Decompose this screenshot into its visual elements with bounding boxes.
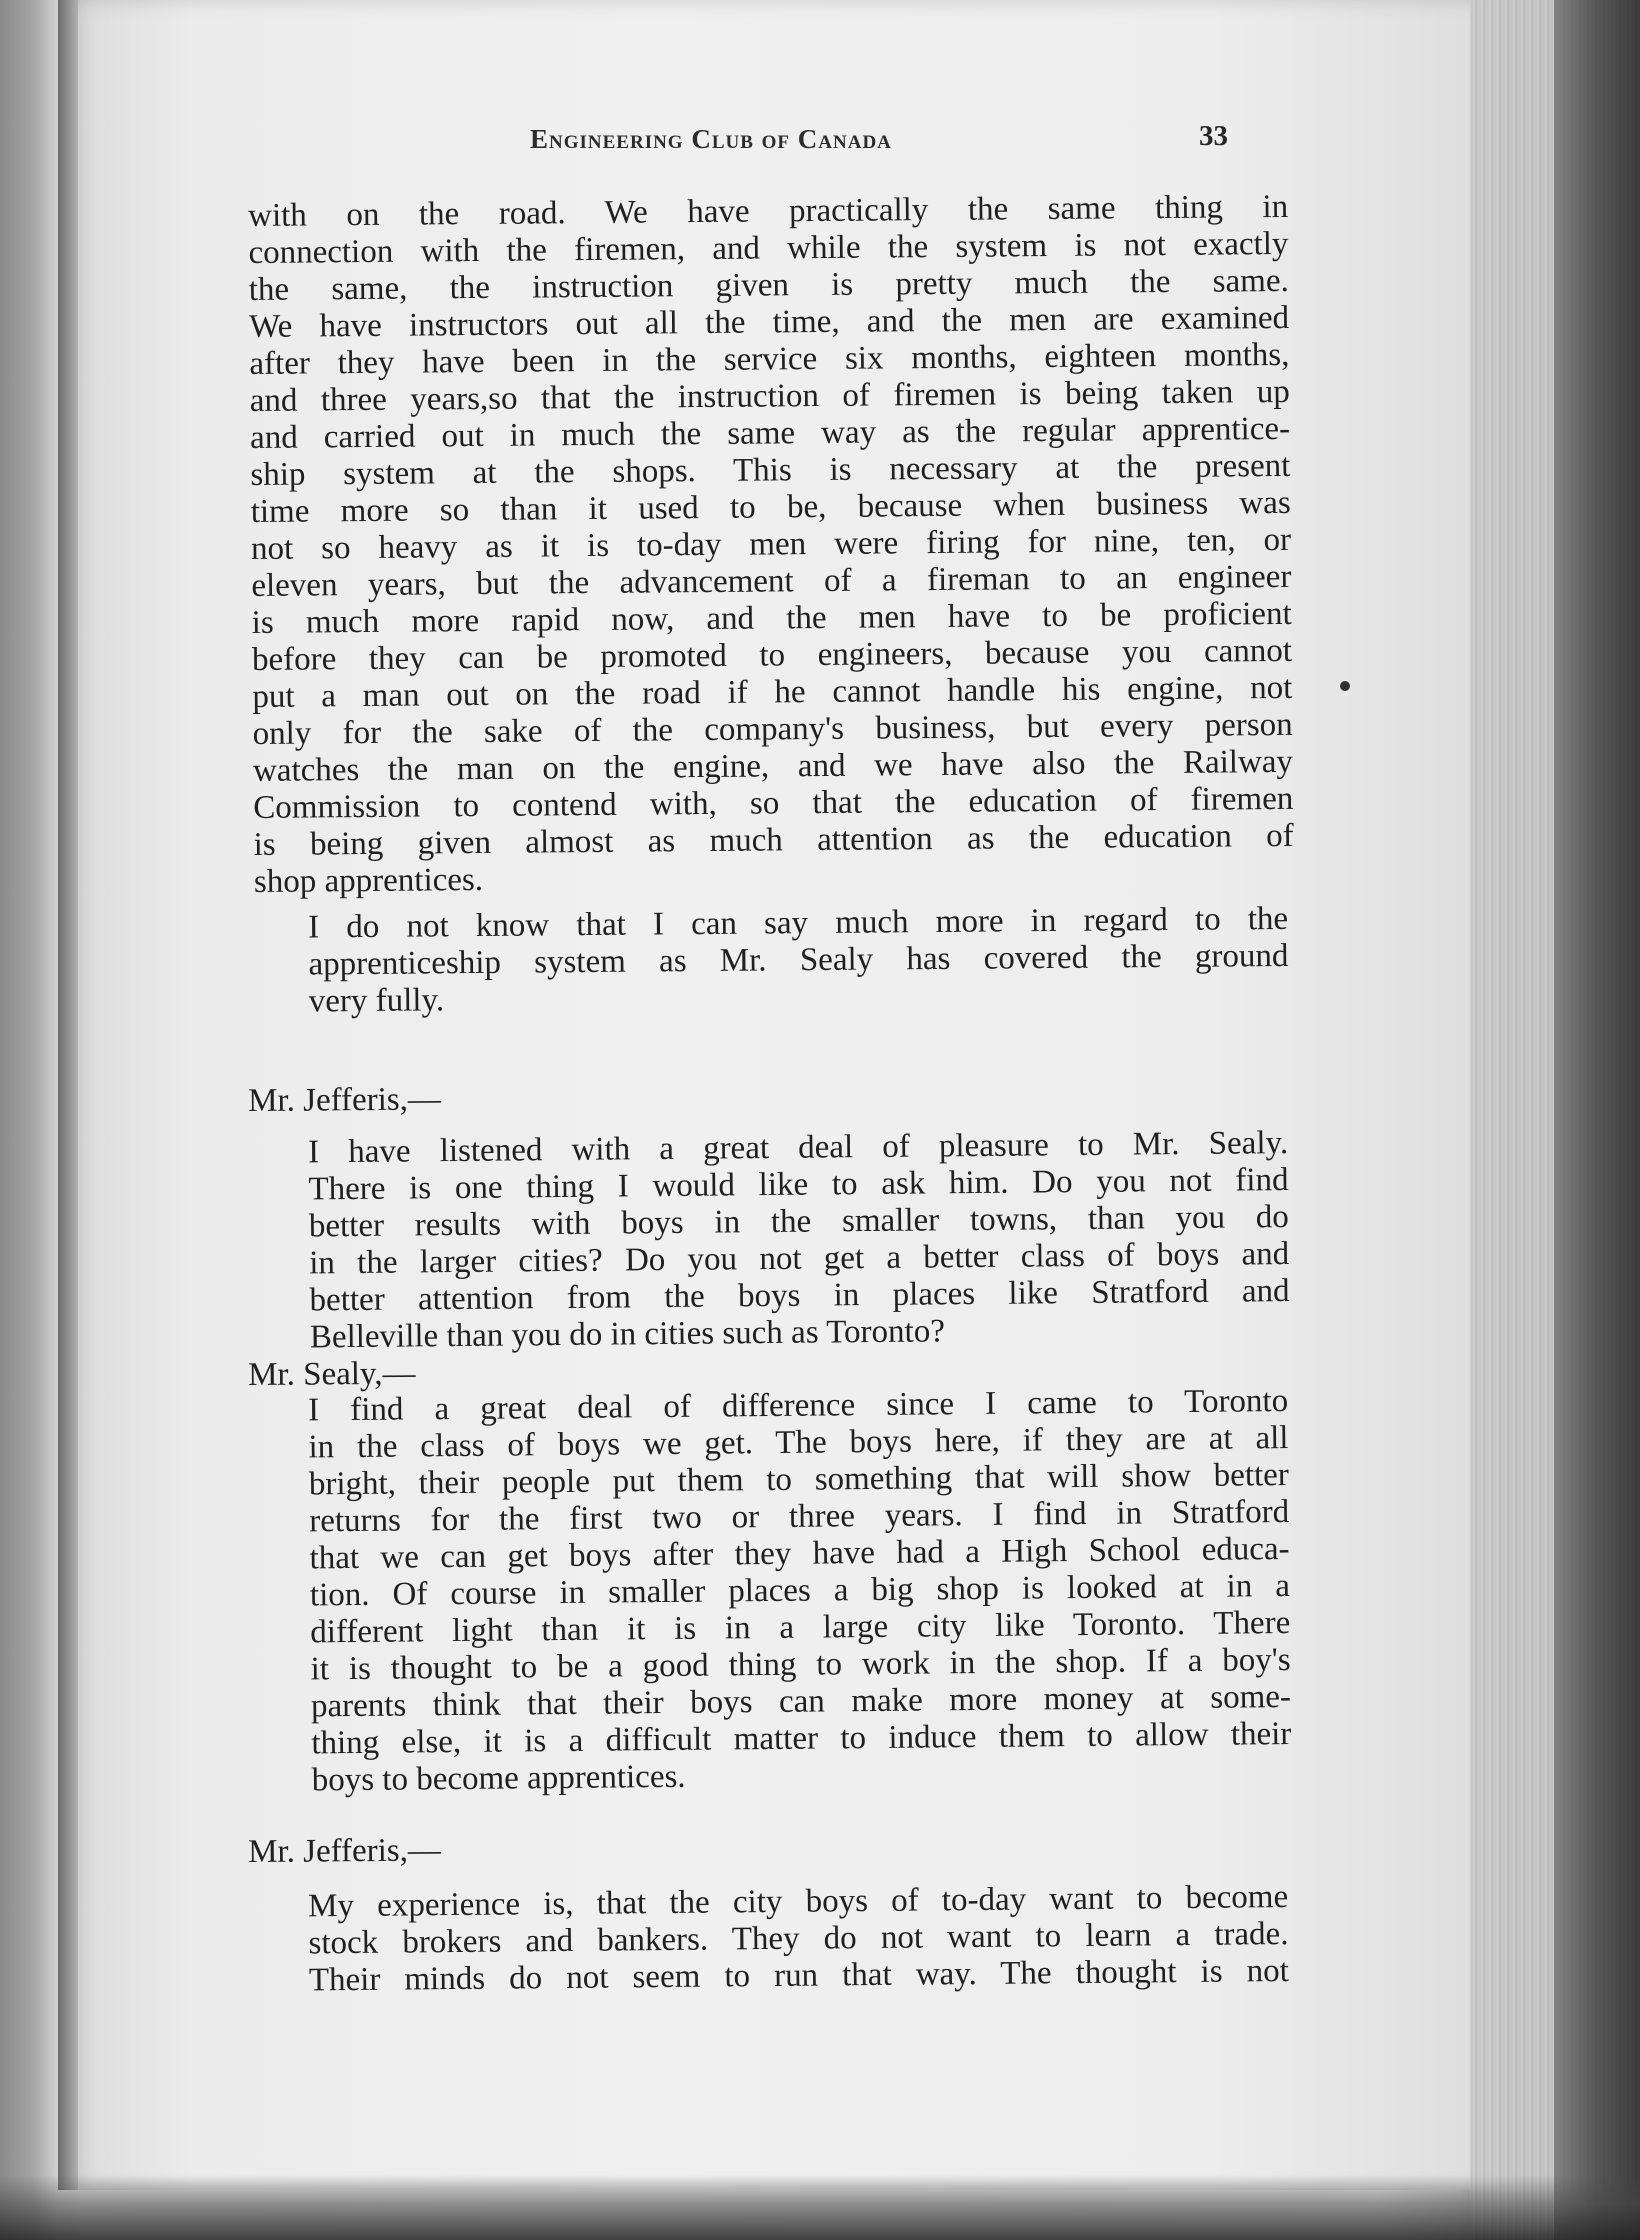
book-cover-edge [1554, 0, 1640, 2240]
text-line: thing else, it is a difficult matter to induce them to allow their [311, 1716, 1292, 1762]
text-line: shop apprentices. [253, 861, 484, 900]
text-line: different light than it is in a large city like Toronto. There [310, 1605, 1291, 1651]
text-line: with on the road. We have practically the same thing in [248, 188, 1289, 234]
text-line: There is one thing I would like to ask him. Do you not find [308, 1162, 1289, 1208]
text-line: We have instructors out all the time, and the men are examined [248, 299, 1290, 345]
text-line: the same, the instruction given is pretty much the same. [248, 262, 1289, 308]
text-line: boys to become apprentices. [311, 1758, 686, 1799]
text-line: only for the sake of the company's business, but every person [252, 706, 1293, 752]
text-line: tion. Of course in smaller places a big shop is looked at in a [309, 1568, 1291, 1614]
text-line: is much more rapid now, and the men have to be proficient [251, 595, 1292, 641]
text-line: parents think that their boys can make more money at some- [310, 1679, 1292, 1725]
text-line: Belleville than you do in cities such as Toronto? [309, 1313, 946, 1356]
text-line: I have listened with a great deal of pleasure to Mr. Sealy. [307, 1125, 1289, 1171]
text-line: and carried out in much the same way as the regular apprentice- [249, 410, 1291, 456]
text-line: connection with the firemen, and while the system is not exactly [248, 225, 1289, 271]
closing-paragraph [248, 1879, 1289, 2000]
page-number: 33 [1199, 120, 1228, 152]
speaker-label: Mr. Sealy,— [248, 1355, 416, 1393]
text-line: returns for the first two or three years. I find in Stratford [309, 1494, 1290, 1540]
text-line: not so heavy as it is to-day men were firing for nine, ten, or [250, 521, 1292, 567]
text-line: that we can get boys after they have had a High School educa- [309, 1531, 1290, 1577]
text-line: put a man out on the road if he cannot handle his engine, not [252, 669, 1293, 715]
text-line: in the class of boys we get. The boys here, if they are at all [308, 1420, 1289, 1466]
text-line: Commission to contend with, so that the education of firemen [253, 780, 1294, 826]
text-line: is being given almost as much attention as the education of [253, 817, 1294, 863]
question-paragraph [248, 1125, 1290, 1357]
text-line: ship system at the shops. This is necessary at the present [250, 447, 1291, 493]
text-line: My experience is, that the city boys of to-day want to become [307, 1879, 1289, 1925]
text-line: in the larger cities? Do you not get a better class of boys and [309, 1236, 1290, 1282]
text-line: I find a great deal of difference since I came to Toronto [307, 1383, 1289, 1429]
text-line: after they have been in the service six months, eighteen months, [249, 336, 1290, 382]
running-header: Engineering Club of Canada [530, 124, 892, 154]
paragraph-closing [248, 901, 1289, 1021]
text-line: stock brokers and bankers. They do not want to learn a trade. [308, 1916, 1289, 1962]
paragraph-continuation [248, 189, 1294, 901]
text-line: it is thought to be a good thing to work in the shop. If a boy's [310, 1642, 1291, 1688]
text-line: watches the man on the engine, and we have also the Railway [252, 743, 1294, 789]
text-line: time more so than it used to be, because when business was [250, 484, 1291, 530]
speaker-label: Mr. Jefferis,— [248, 1832, 442, 1870]
text-line: better attention from the boys in places like Stratford and [309, 1273, 1290, 1319]
text-line: very fully. [308, 982, 445, 1020]
text-line: better results with boys in the smaller towns, than you do [308, 1199, 1290, 1245]
text-line: eleven years, but the advancement of a fireman to an engineer [251, 558, 1292, 604]
text-line: before they can be promoted to engineers, because you cannot [251, 632, 1293, 678]
ink-speck [1340, 681, 1350, 691]
bottom-shadow [0, 2175, 1640, 2240]
text-line: Their minds do not seem to run that way. The thought is not [308, 1953, 1290, 1999]
text-line: apprenticeship system as Mr. Sealy has covered the ground [308, 937, 1289, 983]
text-line: I do not know that I can say much more in regard to the [307, 900, 1289, 946]
speaker-label: Mr. Jefferis,— [248, 1081, 442, 1119]
answer-paragraph [248, 1383, 1292, 1800]
text-line: and three years,so that the instruction of firemen is being taken up [249, 373, 1290, 419]
text-line: bright, their people put them to something that will show better [308, 1457, 1290, 1503]
